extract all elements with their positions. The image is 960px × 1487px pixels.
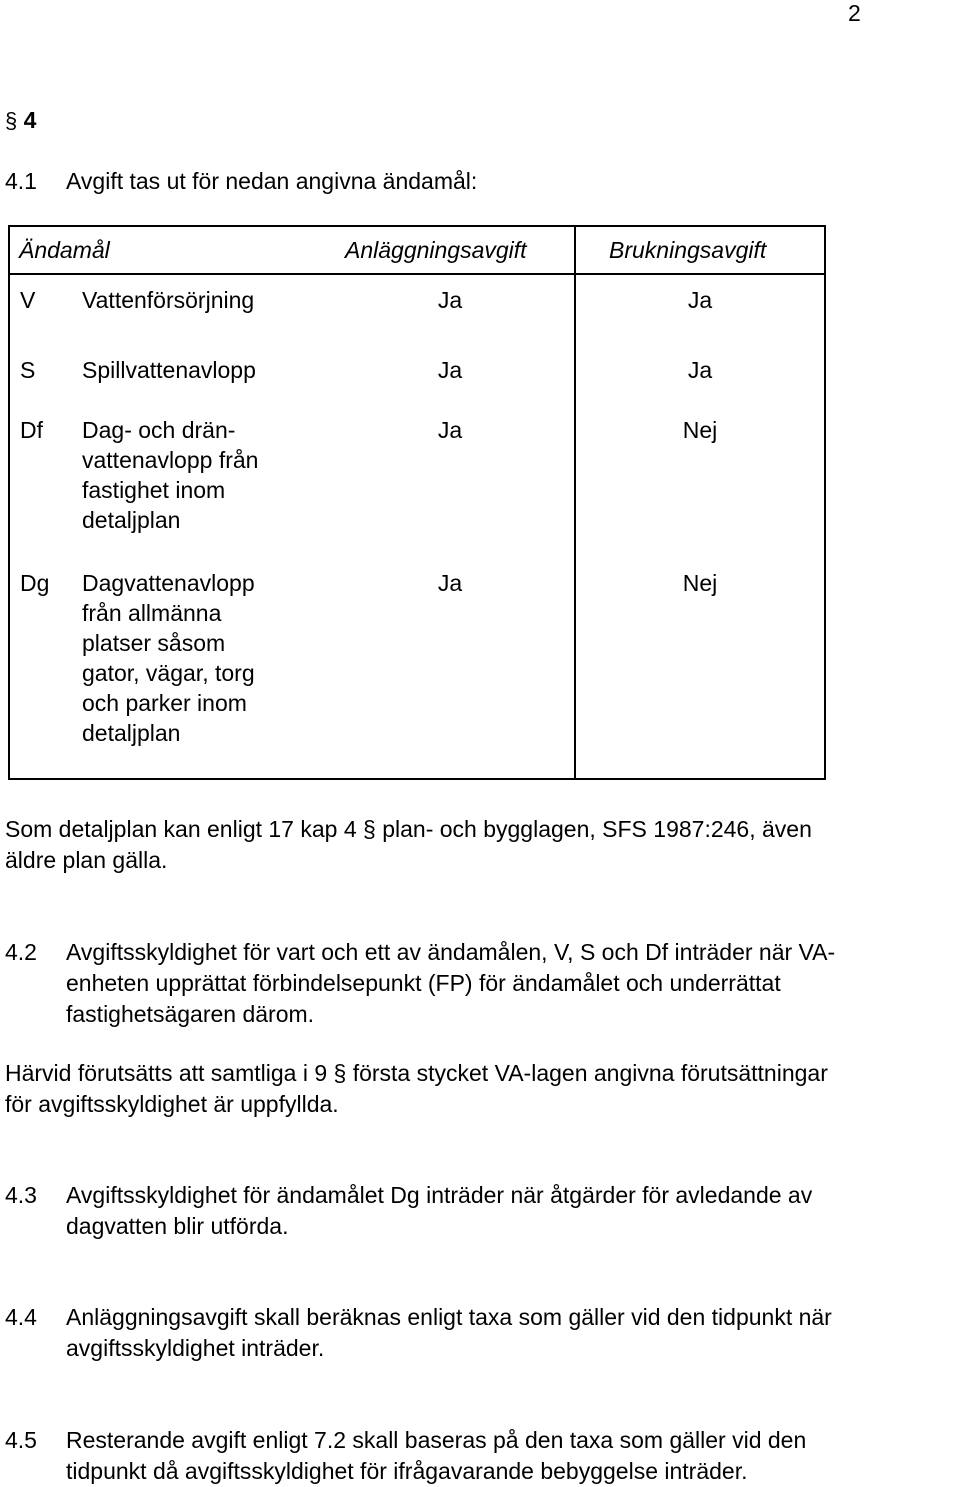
row-purpose-line: detaljplan <box>82 720 181 746</box>
row-usage-fee: Ja <box>687 357 713 383</box>
paragraph-4-2-line: fastighetsägaren därom. <box>66 1001 315 1027</box>
table-border-top <box>8 225 826 227</box>
row-usage-fee: Nej <box>682 417 718 443</box>
row-purpose-line: gator, vägar, torg <box>82 660 255 686</box>
paragraph-4-2b-text-b: första stycket VA-lagen angivna förutsättningar <box>352 1060 828 1086</box>
row-purpose-line: Dagvattenavlopp <box>82 570 255 596</box>
paragraph-symbol: § <box>363 816 376 842</box>
paragraph-4-4-line: Anläggningsavgift skall beräknas enligt taxa som gäller vid den tidpunkt när <box>66 1304 832 1330</box>
row-purpose-line: platser såsom <box>82 630 226 656</box>
paragraph-4-2-line: Avgiftsskyldighet för vart och ett av ändamålen, V, S och Df inträder när VA- <box>66 939 836 965</box>
row-purpose-line: vattenavlopp från <box>82 447 259 473</box>
paragraph-4-1-number: 4.1 <box>5 168 37 194</box>
row-connection-fee: Ja <box>437 357 463 383</box>
row-purpose-line: Dag- och drän- <box>82 417 236 443</box>
row-code: Dg <box>20 570 50 596</box>
table-border-bottom <box>8 778 826 780</box>
paragraph-4-2b-line-2: för avgiftsskyldighet är uppfyllda. <box>5 1091 339 1117</box>
paragraph-4-5-number: 4.5 <box>5 1427 37 1453</box>
row-connection-fee: Ja <box>437 417 463 443</box>
header-usage-fee: Brukningsavgift <box>609 237 767 263</box>
row-purpose-line: fastighet inom <box>82 477 226 503</box>
paragraph-4-3-line: dagvatten blir utförda. <box>66 1213 289 1239</box>
paragraph-4-2b-line-1 <box>5 1058 828 1088</box>
row-purpose: Vattenförsörjning <box>82 287 255 313</box>
note-text-a: Som detaljplan kan enligt 17 kap 4 <box>5 816 357 842</box>
paragraph-4-2b-text-a: Härvid förutsätts att samtliga i 9 <box>5 1060 328 1086</box>
header-purpose: Ändamål <box>19 237 110 263</box>
row-code: V <box>20 287 36 313</box>
paragraph-4-4-line: avgiftsskyldighet inträder. <box>66 1335 325 1361</box>
fee-table <box>8 225 826 780</box>
header-connection-fee: Anläggningsavgift <box>345 237 527 263</box>
section-number: 4 <box>23 107 37 133</box>
row-code: S <box>20 357 36 383</box>
paragraph-4-5-line: Resterande avgift enligt 7.2 skall baseras på den taxa som gäller vid den <box>66 1427 807 1453</box>
paragraph-4-2-number: 4.2 <box>5 939 37 965</box>
row-usage-fee: Nej <box>682 570 718 596</box>
row-purpose: Spillvattenavlopp <box>82 357 256 383</box>
paragraph-4-4-number: 4.4 <box>5 1304 37 1330</box>
paragraph-symbol: § <box>333 1060 347 1086</box>
row-usage-fee: Ja <box>687 287 713 313</box>
section-symbol: § <box>5 108 18 133</box>
row-connection-fee: Ja <box>437 287 463 313</box>
paragraph-4-3-number: 4.3 <box>5 1182 37 1208</box>
note-line-1 <box>5 814 812 844</box>
table-border-left <box>8 225 10 780</box>
note-text-b: plan- och bygglagen, SFS 1987:246, även <box>382 816 812 842</box>
table-header-divider <box>8 273 826 275</box>
row-purpose-line: från allmänna <box>82 600 222 626</box>
note-line-2: äldre plan gälla. <box>5 847 168 873</box>
row-connection-fee: Ja <box>437 570 463 596</box>
paragraph-4-3-line: Avgiftsskyldighet för ändamålet Dg inträder när åtgärder för avledande av <box>66 1182 813 1208</box>
paragraph-4-1-text: Avgift tas ut för nedan angivna ändamål: <box>66 168 478 194</box>
section-heading <box>5 105 36 136</box>
paragraph-4-5-line: tidpunkt då avgiftsskyldighet för ifrågavarande bebyggelse inträder. <box>66 1458 748 1484</box>
row-code: Df <box>20 417 43 443</box>
paragraph-4-2-line: enheten upprättat förbindelsepunkt (FP) för ändamålet och underrättat <box>66 970 781 996</box>
row-purpose-line: detaljplan <box>82 507 181 533</box>
page-number: 2 <box>848 0 861 26</box>
row-purpose-line: och parker inom <box>82 690 247 716</box>
